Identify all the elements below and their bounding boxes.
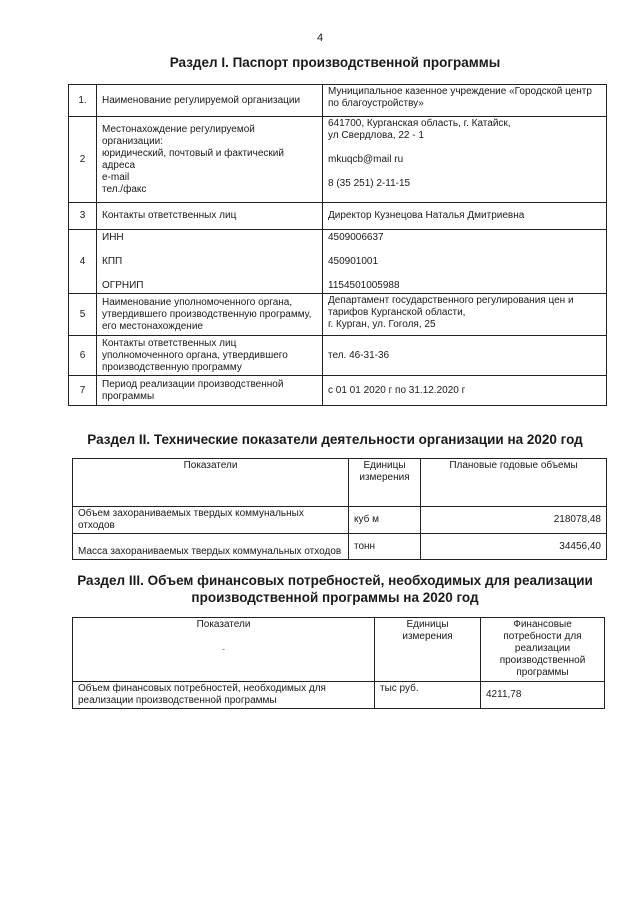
header-mark: -: [222, 644, 225, 654]
table-row: [73, 682, 605, 709]
row-value: Муниципальное казенное учреждение «Городской центр по благоустройству»: [323, 85, 607, 117]
passport-table: [68, 84, 607, 406]
row-value: 641700, Курганская область, г. Катайск, ул Свердлова, 22 - 1 mkuqcb@mail ru 8 (35 251) 2-11-15: [323, 117, 607, 203]
table-row: [73, 507, 607, 534]
row-value: с 01 01 2020 г по 31.12.2020 г: [323, 376, 607, 406]
unit-cell: тонн: [349, 534, 421, 560]
passport-row-7: [69, 376, 607, 406]
table-header-row: [73, 459, 607, 507]
needs-cell: 4211,78: [481, 682, 605, 709]
row-label: Контакты ответственных лиц уполномоченного органа, утвердившего производственную программу: [97, 336, 323, 376]
row-label: Контакты ответственных лиц: [97, 203, 323, 230]
row-label: Местонахождение регулируемой организации: юридический, почтовый и фактический адреса e-mail тел./факс: [97, 117, 323, 203]
header-indicator-label: Показатели: [196, 619, 251, 630]
indicator-cell: Объем финансовых потребностей, необходимых для реализации производственной программы: [73, 682, 375, 709]
row-value: Департамент государственного регулирования цен и тарифов Курганской области, г. Курган, ул. Гоголя, 25: [323, 294, 607, 336]
header-unit: Единицы измерения: [349, 459, 421, 507]
header-volume: Плановые годовые объемы: [421, 459, 607, 507]
financial-needs-table: [72, 617, 605, 709]
row-value: Директор Кузнецова Наталья Дмитриевна: [323, 203, 607, 230]
page-number: 4: [316, 32, 324, 44]
row-label: Наименование уполномоченного органа, утвердившего производственную программу, его местонахождение: [97, 294, 323, 336]
row-number: 4: [69, 230, 97, 294]
passport-row-4: [69, 230, 607, 294]
header-needs: Финансовые потребности для реализации производственной программы: [481, 618, 605, 682]
volume-cell: 218078,48: [421, 507, 607, 534]
row-label: Период реализации производственной программы: [97, 376, 323, 406]
section-3-title: Раздел III. Объем финансовых потребностей, необходимых для реализации производственной программы на 2020 год: [77, 573, 593, 605]
passport-row-5: [69, 294, 607, 336]
section-2-title: Раздел II. Технические показатели деятельности организации на 2020 год: [87, 432, 583, 447]
volume-cell: 34456,40: [421, 534, 607, 560]
unit-cell: тыс руб.: [375, 682, 481, 709]
passport-row-3: [69, 203, 607, 230]
table-header-row: [73, 618, 605, 682]
indicator-cell: Масса захораниваемых твердых коммунальных отходов: [73, 534, 349, 560]
unit-cell: куб м: [349, 507, 421, 534]
header-unit: Единицы измерения: [375, 618, 481, 682]
indicator-cell: Объем захораниваемых твердых коммунальных отходов: [73, 507, 349, 534]
row-number: 5: [69, 294, 97, 336]
header-indicator: Показатели: [73, 459, 349, 507]
header-indicator: [73, 618, 375, 682]
row-value: тел. 46-31-36: [323, 336, 607, 376]
row-label: Наименование регулируемой организации: [97, 85, 323, 117]
passport-row-2: [69, 117, 607, 203]
row-number: 3: [69, 203, 97, 230]
row-number: 7: [69, 376, 97, 406]
passport-row-6: [69, 336, 607, 376]
row-number: 1.: [69, 85, 97, 117]
row-label: ИНН КПП ОГРНИП: [97, 230, 323, 294]
row-number: 6: [69, 336, 97, 376]
row-number: 2: [69, 117, 97, 203]
table-row: [73, 534, 607, 560]
technical-indicators-table: [72, 458, 607, 560]
section-1-title: Раздел I. Паспорт производственной программы: [169, 55, 501, 70]
row-value: 4509006637 450901001 1154501005988: [323, 230, 607, 294]
passport-row-1: [69, 85, 607, 117]
